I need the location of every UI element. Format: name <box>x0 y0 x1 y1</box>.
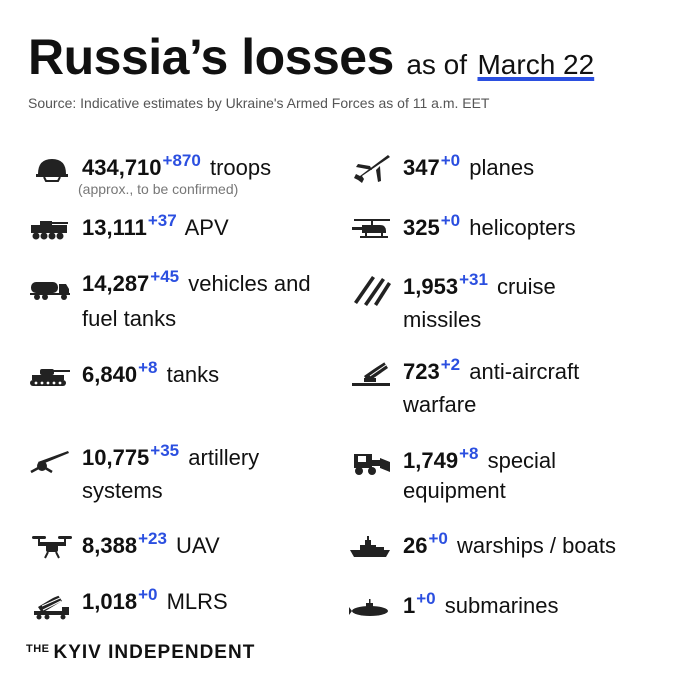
stat-label: tanks <box>166 362 220 387</box>
stat-delta: +35 <box>150 441 180 460</box>
stat-delta: +0 <box>138 585 158 604</box>
tank-icon <box>28 363 72 389</box>
anti-aircraft-icon <box>350 358 394 388</box>
fuel-truck-icon <box>28 276 72 302</box>
stat-label: special <box>487 448 557 473</box>
stat-label: helicopters <box>469 215 576 240</box>
stat-label: submarines <box>444 593 559 618</box>
stat-delta: +0 <box>440 211 461 230</box>
stat-number: 1,953 <box>403 274 459 299</box>
artillery-icon <box>28 448 72 474</box>
stat-number: 8,388 <box>82 533 138 558</box>
stat-delta: +870 <box>162 151 201 170</box>
stat-label: cruise <box>497 274 556 299</box>
stat-number: 723 <box>403 359 440 384</box>
submarine-icon <box>348 596 392 622</box>
stat-number: 1 <box>403 593 416 618</box>
stat-number: 26 <box>403 533 428 558</box>
stat-label: MLRS <box>166 589 228 614</box>
stat-number: 1,749 <box>403 448 459 473</box>
stat-delta: +37 <box>147 211 177 230</box>
stat-number: 347 <box>403 155 440 180</box>
stat-delta: +8 <box>459 444 479 463</box>
special-equipment-icon <box>350 448 394 476</box>
page-title: Russia’s losses <box>28 29 394 85</box>
stat-number: 13,111 <box>82 215 147 240</box>
stat-delta: +0 <box>428 529 448 548</box>
plane-icon <box>350 152 394 184</box>
stat-delta: +31 <box>459 270 488 289</box>
source-text: Source: Indicative estimates by Ukraine's Armed Forces as of 11 a.m. EET <box>28 95 490 111</box>
logo-name: KYIV INDEPENDENT <box>53 642 256 663</box>
stat-label: warships / boats <box>457 533 616 558</box>
missile-icon <box>350 272 394 306</box>
stat-label-line2: warfare <box>403 392 477 417</box>
stat-delta: +0 <box>440 151 461 170</box>
stat-label-line2: equipment <box>403 478 506 503</box>
publisher-logo <box>26 642 255 664</box>
stat-label-line2: missiles <box>403 307 482 332</box>
stat-label: artillery <box>188 445 260 470</box>
mlrs-icon <box>28 593 72 621</box>
stat-label: planes <box>469 155 535 180</box>
helmet-icon <box>30 156 74 182</box>
stat-label: anti-aircraft <box>469 359 580 384</box>
warship-icon <box>348 535 392 561</box>
stat-label: troops <box>209 155 272 180</box>
stat-delta: +8 <box>138 358 158 377</box>
stat-number: 14,287 <box>82 271 150 296</box>
stat-number: 6,840 <box>82 362 138 387</box>
stat-delta: +23 <box>138 529 167 548</box>
apv-icon <box>28 216 72 242</box>
stat-label: APV <box>184 215 229 240</box>
stat-number: 10,775 <box>82 445 150 470</box>
stat-label-line2: fuel tanks <box>82 306 177 331</box>
title-date: March 22 <box>477 49 595 80</box>
stat-delta: +45 <box>150 267 180 286</box>
helicopter-icon <box>350 216 394 242</box>
stat-label-line2: systems <box>82 478 163 503</box>
logo-the: THE <box>26 643 50 655</box>
stat-delta: +0 <box>416 589 436 608</box>
stat-number: 325 <box>403 215 440 240</box>
stat-number: 1,018 <box>82 589 138 614</box>
drone-icon <box>30 533 74 559</box>
title-as-of: as of <box>406 49 468 80</box>
stat-label: UAV <box>176 533 220 558</box>
title-row <box>28 28 594 86</box>
stat-number: 434,710 <box>82 155 162 180</box>
stat-label: vehicles and <box>188 271 311 296</box>
stat-delta: +2 <box>440 355 461 374</box>
stat-note: (approx., to be confirmed) <box>78 181 239 197</box>
